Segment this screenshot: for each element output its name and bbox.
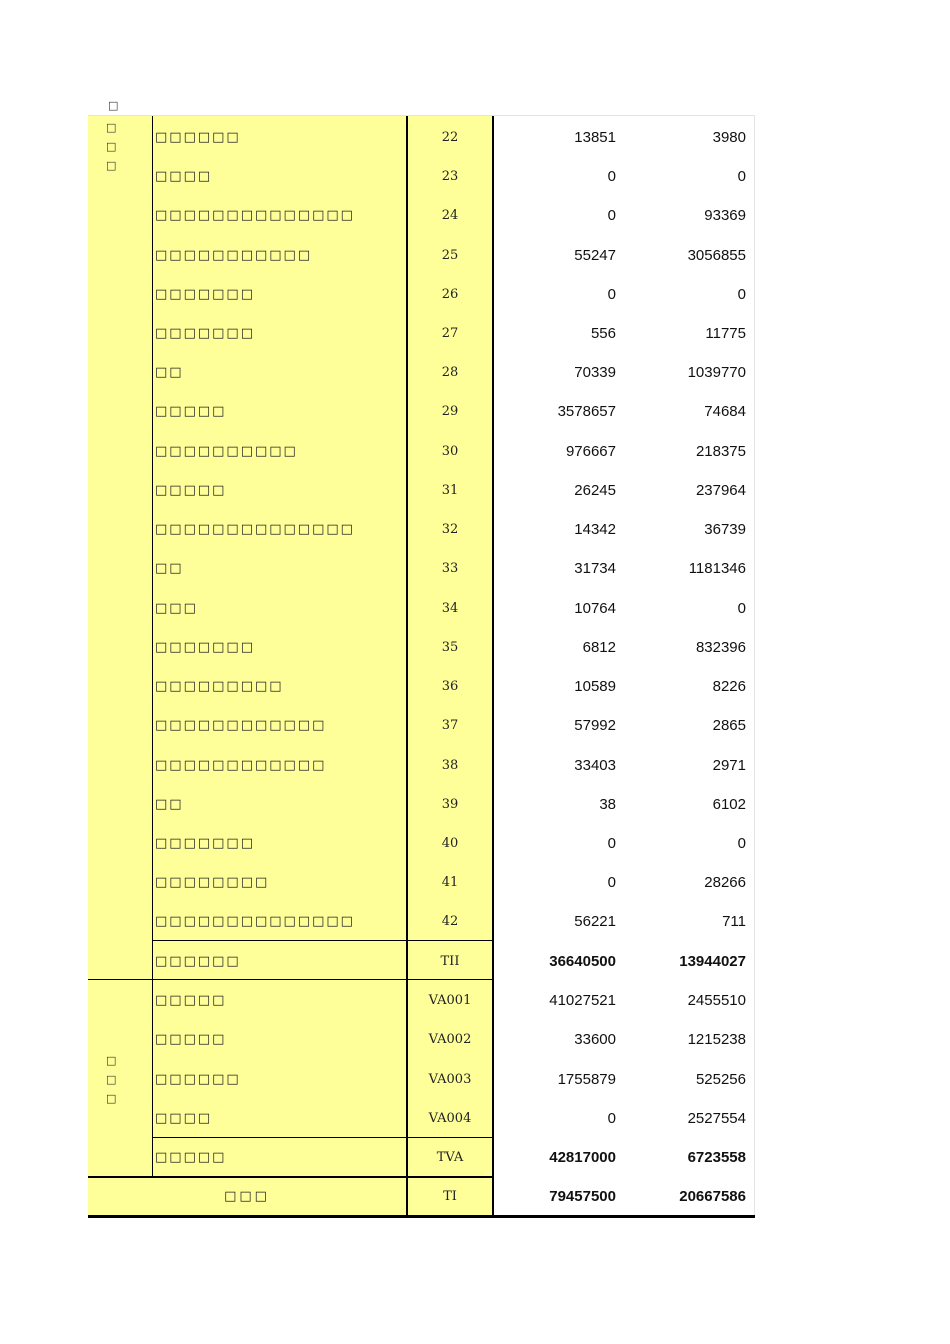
row-value-1: 6812 bbox=[582, 639, 616, 656]
row-value-2: 1039770 bbox=[687, 364, 746, 381]
row-name: □□□□□ bbox=[155, 483, 227, 498]
row-code: 38 bbox=[441, 758, 459, 773]
row-name: □□□□□□□□□□□□ bbox=[155, 718, 327, 733]
row-code: 24 bbox=[441, 208, 459, 223]
row-code: 36 bbox=[441, 679, 459, 694]
row-name: □□□□□ bbox=[155, 993, 227, 1008]
row-value-1: 0 bbox=[607, 1110, 616, 1127]
total-name: □□□ bbox=[224, 1189, 270, 1204]
row-code: 41 bbox=[441, 875, 459, 890]
row-code: VA002 bbox=[428, 1032, 472, 1047]
row-name: □□□□□□□ bbox=[155, 836, 255, 851]
subtotal-value-1: 36640500 bbox=[549, 953, 616, 970]
row-name: □□□□□□□□□ bbox=[155, 679, 284, 694]
row-value-2: 1181346 bbox=[688, 560, 746, 577]
row-value-2: 0 bbox=[737, 600, 746, 617]
subtotal-name: □□□□□ bbox=[155, 1150, 227, 1165]
row-value-1: 14342 bbox=[574, 521, 616, 538]
row-value-1: 33403 bbox=[574, 757, 616, 774]
row-name: □□□□□□□□□□□□□□ bbox=[155, 208, 355, 223]
row-name: □□□□□□ bbox=[155, 1072, 241, 1087]
row-value-2: 711 bbox=[722, 913, 746, 930]
row-value-1: 55247 bbox=[574, 247, 616, 264]
section1-vertical-label: □ □ □ bbox=[106, 121, 117, 172]
section-divider-line bbox=[88, 979, 493, 980]
row-code: 28 bbox=[441, 365, 459, 380]
row-value-2: 2971 bbox=[712, 757, 746, 774]
row-value-1: 56221 bbox=[574, 913, 616, 930]
row-value-1: 26245 bbox=[574, 482, 616, 499]
row-name: □□□□□ bbox=[155, 1032, 227, 1047]
row-code: 29 bbox=[441, 404, 459, 419]
row-value-1: 3578657 bbox=[557, 403, 616, 420]
row-value-2: 0 bbox=[737, 835, 746, 852]
row-value-1: 0 bbox=[607, 168, 616, 185]
row-name: □□□□□□□ bbox=[155, 287, 255, 302]
row-code: 31 bbox=[441, 483, 459, 498]
row-value-2: 3056855 bbox=[687, 247, 746, 264]
header-stub: □ bbox=[108, 99, 119, 112]
total-top-line bbox=[88, 1176, 493, 1178]
row-value-1: 13851 bbox=[574, 129, 616, 146]
row-name: □□□ bbox=[155, 601, 198, 616]
row-name: □□□□□□□□□□□□□□ bbox=[155, 914, 355, 929]
divider-name-left bbox=[152, 116, 153, 1177]
row-value-2: 525256 bbox=[695, 1071, 746, 1088]
row-name: □□□□□□□□□□□ bbox=[155, 248, 313, 263]
row-code: VA003 bbox=[428, 1072, 472, 1087]
divider-code-left bbox=[406, 116, 408, 1216]
row-name: □□□□□□□ bbox=[155, 326, 255, 341]
row-code: 42 bbox=[441, 914, 459, 929]
divider-code-right bbox=[492, 116, 494, 1216]
row-value-1: 38 bbox=[599, 796, 616, 813]
row-name: □□□□□□□□ bbox=[155, 875, 270, 890]
row-value-1: 33600 bbox=[574, 1031, 616, 1048]
row-value-1: 57992 bbox=[574, 717, 616, 734]
bottom-rule bbox=[88, 1215, 755, 1218]
subtotal-name: □□□□□□ bbox=[155, 954, 241, 969]
row-code: 30 bbox=[441, 444, 459, 459]
total-value-2: 20667586 bbox=[679, 1188, 746, 1205]
row-code: 34 bbox=[441, 601, 459, 616]
row-value-1: 10589 bbox=[574, 678, 616, 695]
total-value-1: 79457500 bbox=[549, 1188, 616, 1205]
subtotal2-top-line bbox=[152, 1137, 493, 1138]
subtotal-value-2: 13944027 bbox=[679, 953, 746, 970]
row-name: □□□□□□□ bbox=[155, 640, 255, 655]
subtotal1-top-line bbox=[152, 940, 493, 941]
row-code: 22 bbox=[441, 130, 459, 145]
row-value-1: 1755879 bbox=[557, 1071, 616, 1088]
row-name: □□□□□□ bbox=[155, 130, 241, 145]
row-code: 32 bbox=[441, 522, 459, 537]
row-value-2: 28266 bbox=[704, 874, 746, 891]
subtotal-code: TVA bbox=[436, 1150, 464, 1165]
row-value-2: 2865 bbox=[712, 717, 746, 734]
row-name: □□□□□□□□□□ bbox=[155, 444, 298, 459]
total-code: TI bbox=[443, 1189, 457, 1204]
row-value-1: 556 bbox=[590, 325, 616, 342]
row-code: 40 bbox=[441, 836, 459, 851]
label-column-section2 bbox=[88, 979, 152, 1177]
row-value-2: 93369 bbox=[704, 207, 746, 224]
subtotal-code: TII bbox=[440, 954, 460, 969]
row-value-2: 2527554 bbox=[687, 1110, 746, 1127]
row-value-2: 0 bbox=[737, 168, 746, 185]
row-name: □□ bbox=[155, 365, 184, 380]
row-name: □□□□□□□□□□□□ bbox=[155, 758, 327, 773]
row-value-2: 832396 bbox=[695, 639, 746, 656]
row-code: 39 bbox=[441, 797, 459, 812]
row-value-2: 8226 bbox=[712, 678, 746, 695]
row-value-1: 0 bbox=[607, 874, 616, 891]
row-value-1: 976667 bbox=[565, 443, 616, 460]
row-name: □□□□□□□□□□□□□□ bbox=[155, 522, 355, 537]
row-code: 35 bbox=[441, 640, 459, 655]
row-value-2: 6102 bbox=[712, 796, 746, 813]
row-name: □□ bbox=[155, 797, 184, 812]
row-code: 23 bbox=[441, 169, 459, 184]
row-name: □□□□ bbox=[155, 169, 213, 184]
row-value-2: 218375 bbox=[695, 443, 746, 460]
label-column-section1 bbox=[88, 116, 152, 979]
row-value-1: 0 bbox=[607, 207, 616, 224]
row-value-2: 0 bbox=[737, 286, 746, 303]
row-code: 33 bbox=[441, 561, 459, 576]
row-value-2: 2455510 bbox=[687, 992, 746, 1009]
row-name: □□ bbox=[155, 561, 184, 576]
top-rule bbox=[88, 115, 755, 116]
row-value-1: 70339 bbox=[574, 364, 616, 381]
row-name: □□□□□ bbox=[155, 404, 227, 419]
subtotal-value-1: 42817000 bbox=[549, 1149, 616, 1166]
row-code: VA004 bbox=[428, 1111, 472, 1126]
row-code: VA001 bbox=[428, 993, 472, 1008]
row-value-2: 3980 bbox=[712, 129, 746, 146]
row-value-1: 41027521 bbox=[549, 992, 616, 1009]
row-value-2: 1215238 bbox=[687, 1031, 746, 1048]
right-edge-line bbox=[754, 115, 755, 1216]
row-value-2: 74684 bbox=[704, 403, 746, 420]
section2-vertical-label: □ □ □ bbox=[106, 1054, 117, 1105]
row-value-1: 0 bbox=[607, 286, 616, 303]
row-code: 37 bbox=[441, 718, 459, 733]
row-value-1: 0 bbox=[607, 835, 616, 852]
row-name: □□□□ bbox=[155, 1111, 213, 1126]
row-value-1: 10764 bbox=[574, 600, 616, 617]
row-value-2: 237964 bbox=[695, 482, 746, 499]
subtotal-value-2: 6723558 bbox=[687, 1149, 746, 1166]
row-value-1: 31734 bbox=[574, 560, 616, 577]
row-value-2: 11775 bbox=[705, 325, 746, 342]
row-code: 25 bbox=[441, 248, 459, 263]
row-value-2: 36739 bbox=[704, 521, 746, 538]
row-code: 27 bbox=[441, 326, 459, 341]
row-code: 26 bbox=[441, 287, 459, 302]
